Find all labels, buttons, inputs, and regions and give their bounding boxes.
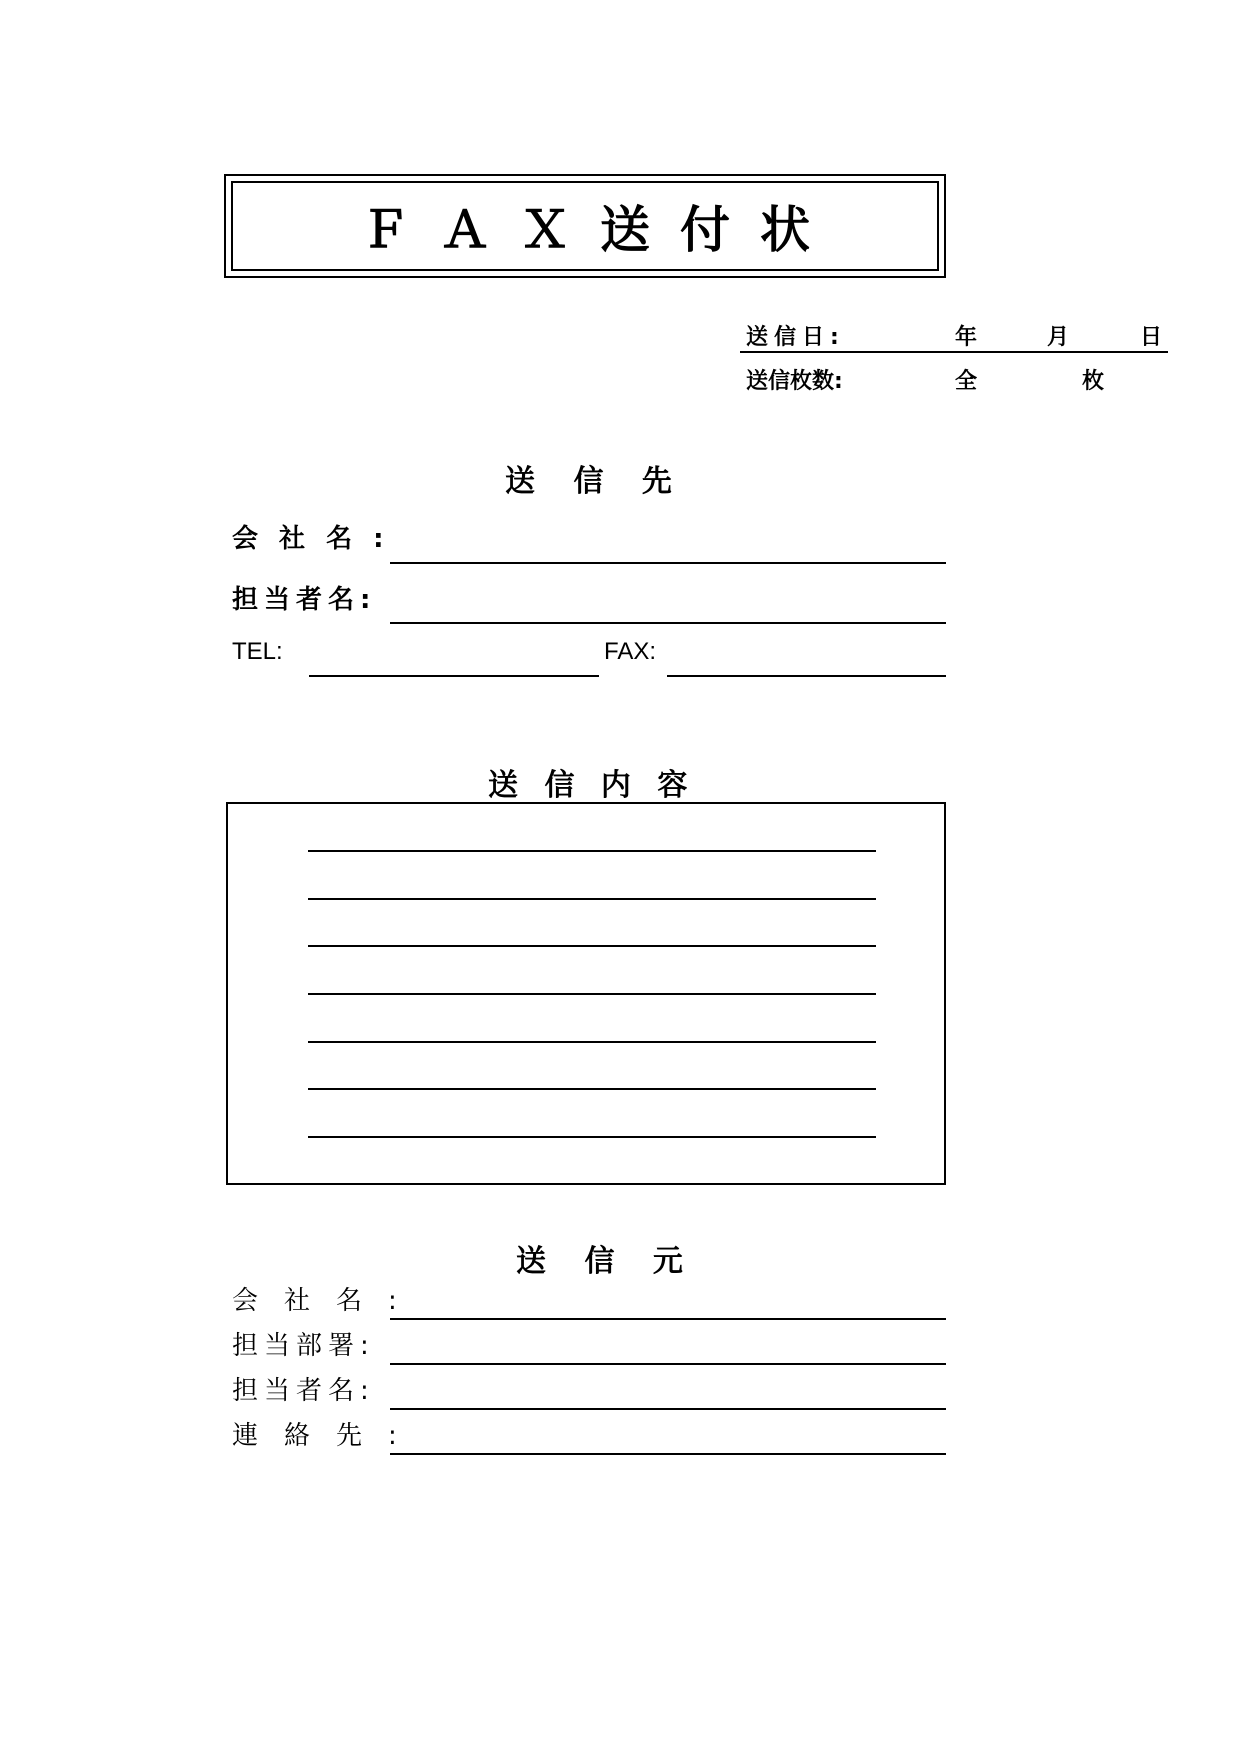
- content-line[interactable]: [308, 1088, 876, 1090]
- sender-heading: 送 信 元: [516, 1244, 697, 1279]
- pages-label: 送信枚数:: [746, 369, 843, 394]
- recipient-person-field[interactable]: [390, 622, 946, 624]
- recipient-tel-label: TEL:: [232, 638, 283, 665]
- pages-unit-label: 枚: [1082, 369, 1105, 394]
- sender-person-label: 担当者名:: [232, 1376, 375, 1406]
- year-label: 年: [955, 325, 978, 350]
- content-line[interactable]: [308, 1136, 876, 1138]
- sender-person-field[interactable]: [390, 1408, 946, 1410]
- content-line[interactable]: [308, 1041, 876, 1043]
- content-line[interactable]: [308, 850, 876, 852]
- sender-company-field[interactable]: [390, 1318, 946, 1320]
- content-line[interactable]: [308, 945, 876, 947]
- day-label: 日: [1140, 325, 1163, 350]
- content-line[interactable]: [308, 898, 876, 900]
- content-heading: 送 信 内 容: [488, 768, 696, 803]
- send-date-label: 送信日:: [746, 325, 845, 350]
- sender-company-label: 会 社 名 :: [232, 1286, 397, 1316]
- page-title: ＦＡＸ送付状: [360, 200, 840, 259]
- sender-dept-field[interactable]: [390, 1363, 946, 1365]
- recipient-tel-field[interactable]: [309, 675, 599, 677]
- recipient-fax-label: FAX:: [604, 638, 657, 665]
- sender-dept-label: 担当部署:: [232, 1331, 375, 1361]
- send-date-underline[interactable]: [740, 351, 1168, 353]
- total-label: 全: [955, 369, 978, 394]
- title-inner-frame: [231, 181, 939, 271]
- recipient-fax-field[interactable]: [667, 675, 946, 677]
- recipient-company-label: 会 社 名 :: [232, 524, 390, 554]
- recipient-heading: 送 信 先: [505, 464, 686, 499]
- sender-contact-field[interactable]: [390, 1453, 946, 1455]
- month-label: 月: [1047, 325, 1070, 350]
- title-box: [224, 174, 946, 278]
- sender-contact-label: 連 絡 先 :: [232, 1421, 397, 1451]
- recipient-company-field[interactable]: [390, 562, 946, 564]
- recipient-person-label: 担当者名:: [232, 585, 377, 615]
- content-line[interactable]: [308, 993, 876, 995]
